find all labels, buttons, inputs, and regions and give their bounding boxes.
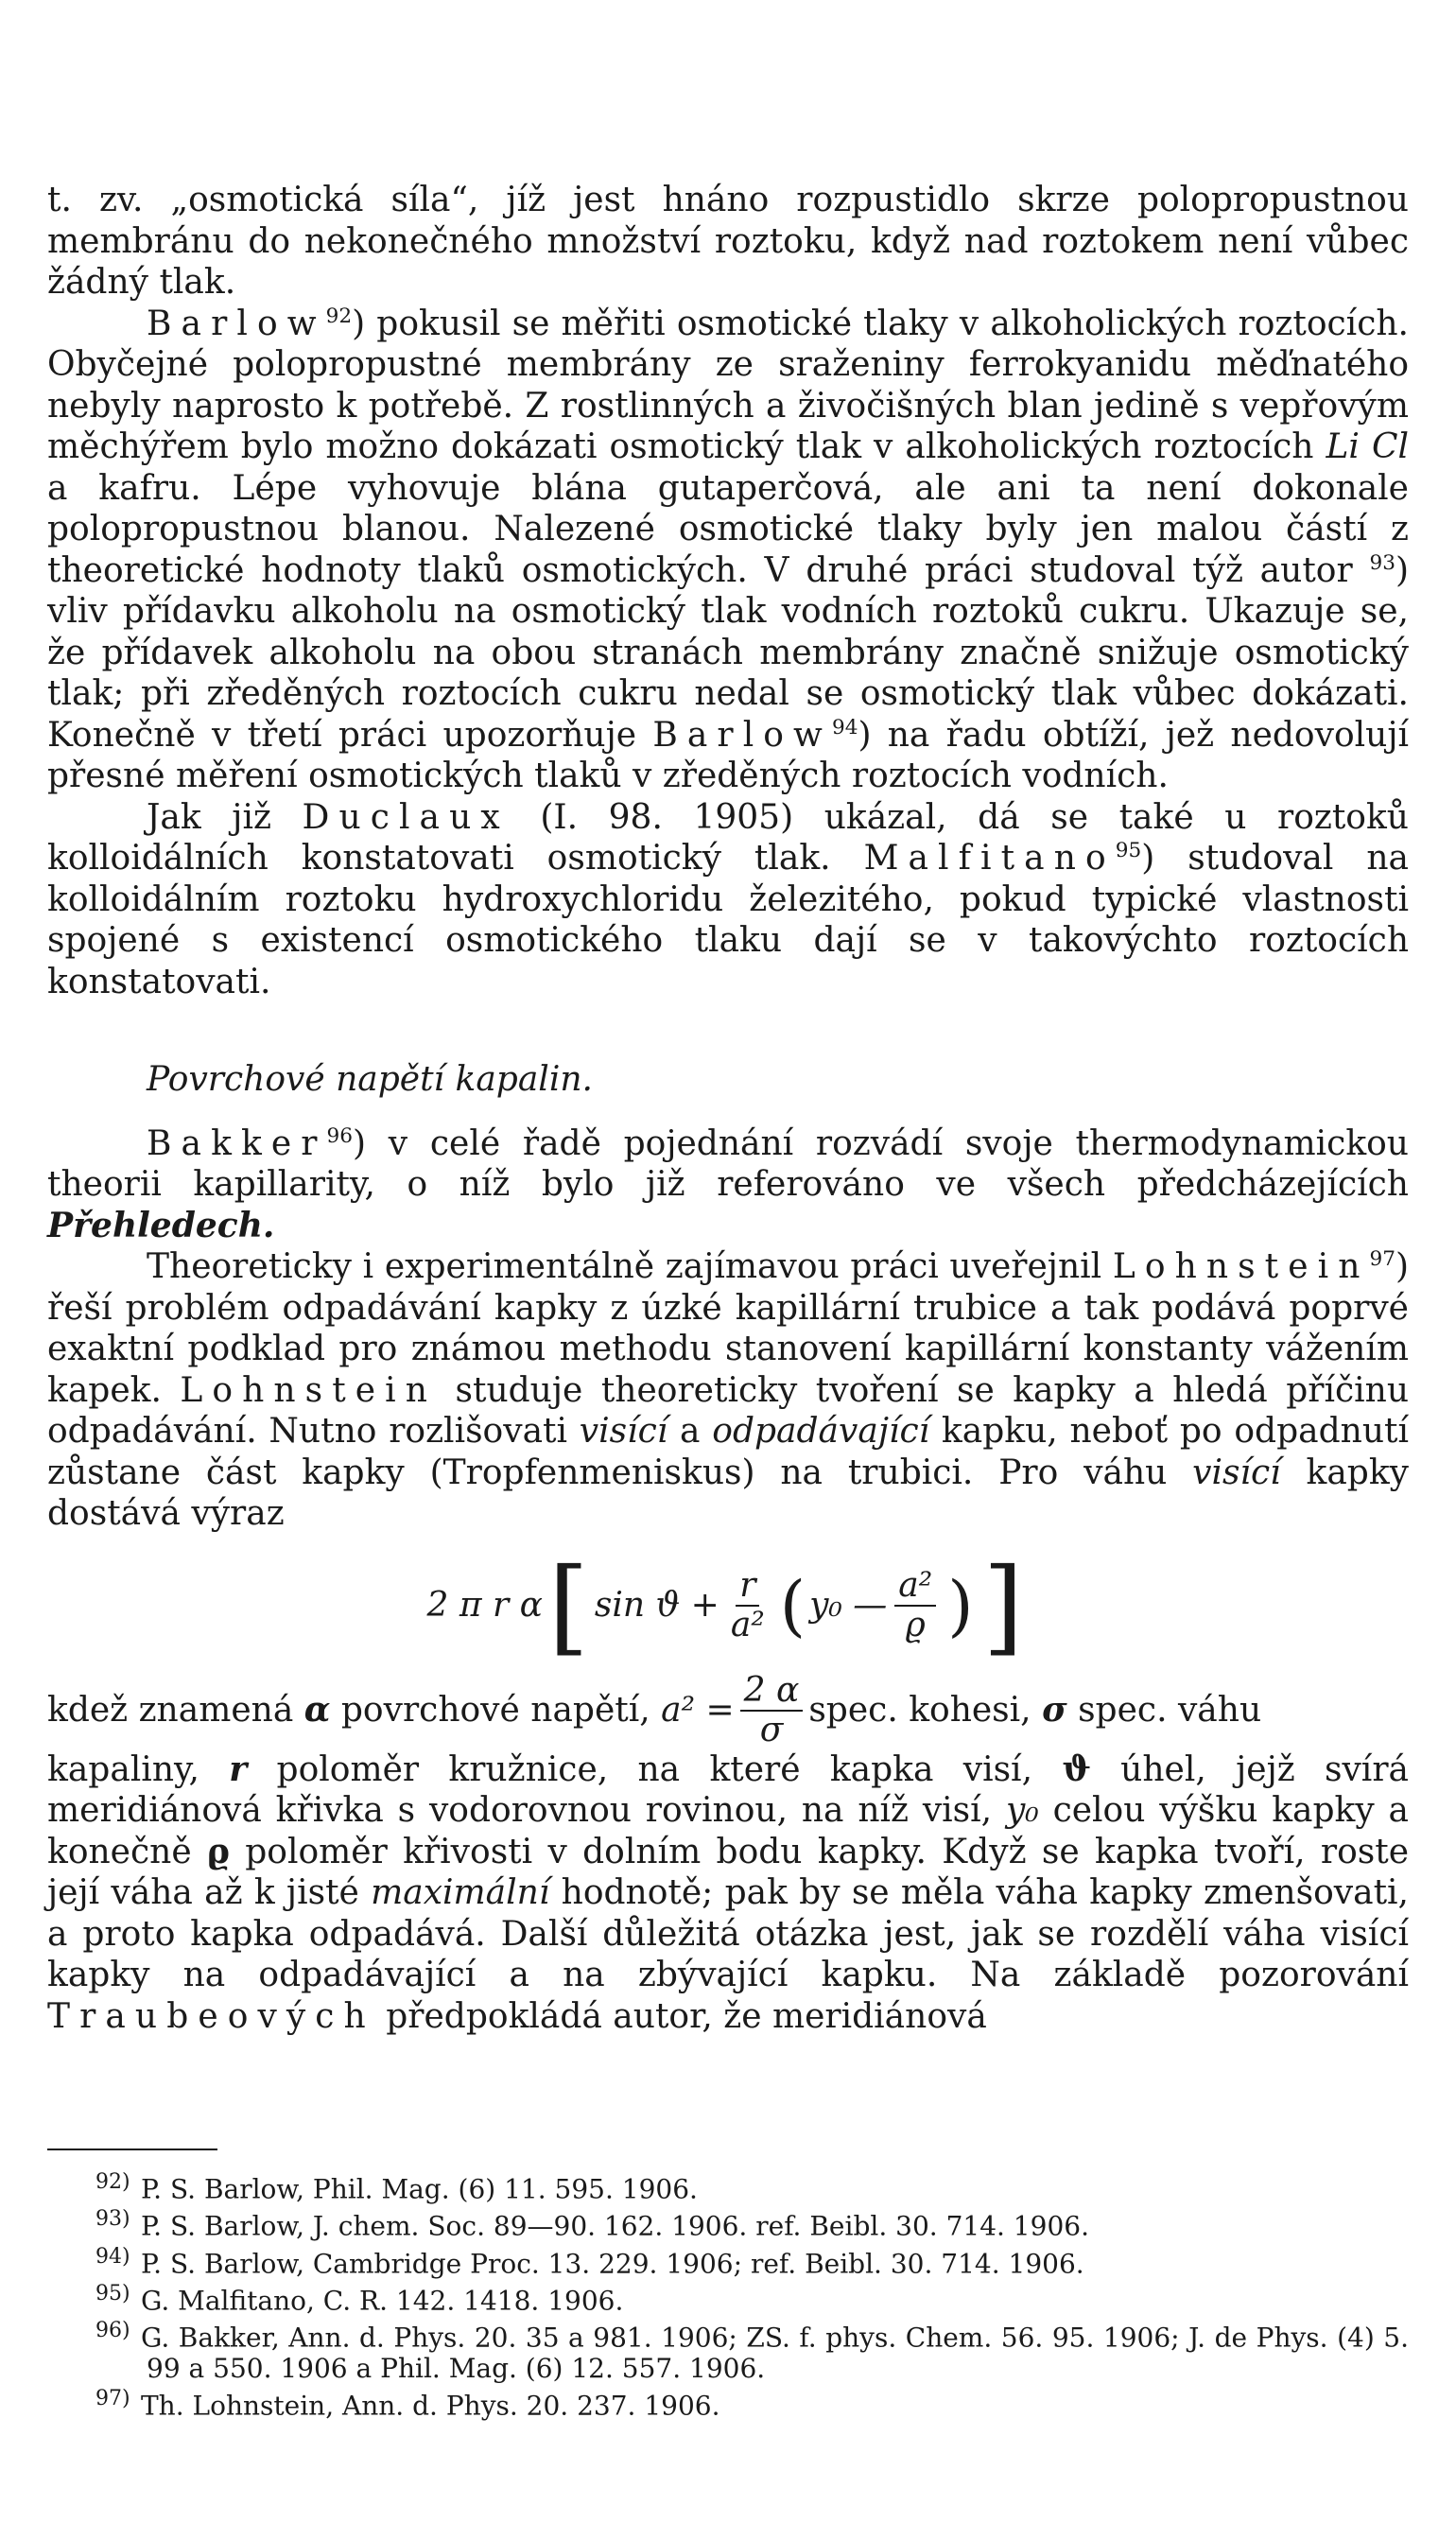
symbol-y0: y₀ [1005, 1791, 1039, 1830]
symbol-sigma: σ [1042, 1689, 1067, 1730]
author-name: Duclaux [302, 797, 510, 837]
fraction-2alpha-sigma [740, 1672, 804, 1749]
right-bracket: ] [982, 1544, 1024, 1666]
text-run: hodnotě; pak by se měla váha kapky zmenšovati, a proto kapka odpadává. Další důležitá otázka jest, jak se rozdělí váha visící kapky na odpadávající a na zbývající kapku. Na základě pozorování [47, 1873, 1409, 1994]
text-run: spec. kohesi, [808, 1690, 1031, 1730]
footnote-number: 95) [95, 2281, 130, 2305]
text-run: a [667, 1412, 713, 1451]
footnote-rule [47, 2149, 217, 2150]
numerator: 2 α [740, 1672, 804, 1712]
author-name: Malfitano [863, 839, 1116, 878]
footnote-text: G. Bakker, Ann. d. Phys. 20. 35 a 981. 1906; ZS. f. phys. Chem. 56. 95. 1906; J. de Phys. (4) 5. 99 a 550. 1906 a Phil. Mag. (6) 12. 557. 1906. [141, 2322, 1409, 2384]
text-run: kapku, neboť po odpadnutí zůstane část kapky (Tropfenmeniskus) na trubici. Pro váhu [47, 1412, 1409, 1492]
numerator: r [736, 1567, 759, 1607]
formula-sin: sin ϑ + [594, 1586, 719, 1625]
symbol-rho: ϱ [206, 1831, 230, 1871]
footnote-text: P. S. Barlow, J. chem. Soc. 89—90. 162. 1906. ref. Beibl. 30. 714. 1906. [141, 2210, 1089, 2242]
footnotes [47, 2167, 1409, 2421]
text-run: ) studoval na kolloidálním roztoku hydroxychloridu železitého, pokud typické vlastnosti spojené s existencí osmotického tlaku dají se v takovýchto roztocích konstatovati. [47, 839, 1410, 1001]
footnote-93 [47, 2204, 1409, 2241]
left-paren: ( [779, 1566, 806, 1644]
author-name: Barlow [652, 715, 832, 755]
text-run: a kafru. Lépe vyhovuje blána gutaperčová, ale ani ta není dokonale polopropustnou blanou. Nalezené osmotické tlaky byly jen malou částí z theoretické hodnoty tlaků osmotických. V druhé práci studoval týž autor [47, 468, 1409, 590]
paragraph-barlow [47, 304, 1409, 797]
footnote-ref[interactable]: 95 [1115, 839, 1142, 862]
formula-y0: y₀ — [809, 1586, 888, 1625]
italic-term: odpadávající [712, 1412, 930, 1451]
text-run: Jak již [147, 797, 303, 837]
paragraph-1: t. zv. „osmotická síla“, jíž jest hnáno rozpustidlo skrze polopropustnou membránu do nekonečného množství roztoku, když nad roztokem není vůbec žádný tlak. [47, 181, 1409, 302]
chemical-formula: Li Cl [1326, 427, 1410, 466]
text-run: úhel, jejž svírá meridiánová křivka s vodorovnou rovinou, na níž visí, [47, 1749, 1409, 1830]
paragraph-lohnstein [47, 1246, 1409, 1535]
right-paren: ) [947, 1566, 974, 1644]
fraction-r-a2 [727, 1567, 769, 1644]
denominator: ϱ [905, 1605, 926, 1644]
footnote-text: P. S. Barlow, Phil. Mag. (6) 11. 595. 1906. [141, 2173, 698, 2205]
author-name: Lohnstein [180, 1370, 438, 1410]
text-run: předpokládá autor, že meridiánová [374, 1996, 987, 2036]
footnote-ref[interactable]: 94 [831, 715, 858, 739]
footnote-number: 94) [95, 2244, 130, 2269]
author-name: Bakker [147, 1123, 327, 1163]
footnote-92 [47, 2167, 1409, 2204]
text-run: studuje theoreticky tvoření se kapky a hledá příčinu odpadávání. Nutno rozlišovati [47, 1370, 1410, 1451]
footnote-95 [47, 2279, 1409, 2316]
drop-weight-formula [47, 1544, 1409, 1666]
author-name: Barlow [147, 304, 326, 343]
text-run: (I. 98. 1905) ukázal, dá se také u roztoků kolloidálních konstatovati osmotický tlak. [47, 797, 1409, 878]
footnote-ref[interactable]: 97 [1369, 1247, 1395, 1271]
footnote-number: 97) [95, 2386, 130, 2410]
paragraph-bakker [47, 1123, 1409, 1247]
footnote-96 [47, 2316, 1409, 2383]
paragraph-kdez [47, 1672, 1409, 1749]
paragraph-kapaliny [47, 1749, 1409, 2038]
text-run: ) vliv přídavku alkoholu na osmotický tlak vodních roztoků cukru. Ukazuje se, že přídavek alkoholu na obou stranách membrány značně snižuje osmotický tlak; při zředěných roztocích cukru nedal se osmotický tlak vůbec dokázati. Konečně v třetí práci upozorňuje [47, 550, 1409, 755]
text-run: ) v celé řadě pojednání rozvádí svoje thermodynamickou theorii kapillarity, o níž bylo již referováno ve všech předcházejících [47, 1123, 1409, 1204]
text-run: ) řeší problém odpadávání kapky z úzké kapillární trubice a tak podává poprvé exaktní podklad pro známou methodu stanovení kapillární konstanty vážením kapek. [47, 1247, 1409, 1410]
text-run: ) na řadu obtíží, jež nedovolují přesné měření osmotických tlaků v zředěných roztocích vodních. [47, 715, 1409, 795]
fraction-a2-rho [894, 1567, 936, 1644]
footnote-94 [47, 2242, 1409, 2279]
footnote-number: 92) [95, 2170, 130, 2194]
denominator: a² [730, 1605, 765, 1644]
text-run: kapaliny, [47, 1749, 230, 1789]
text-run: spec. váhu [1078, 1690, 1262, 1730]
footnote-97 [47, 2384, 1409, 2421]
footnote-ref[interactable]: 93 [1369, 550, 1395, 575]
text-run: kdež znamená [47, 1690, 294, 1730]
text-run: kapky dostává výraz [47, 1453, 1409, 1533]
symbol-r: r [229, 1748, 248, 1789]
footnote-number: 96) [95, 2319, 130, 2343]
footnote-ref[interactable]: 96 [326, 1123, 354, 1148]
text-run: Theoreticky i experimentálně zajímavou práci uveřejnil [147, 1247, 1113, 1286]
section-heading: Povrchové napětí kapalin. [147, 1060, 593, 1099]
symbol-alpha: α [303, 1689, 331, 1730]
text-run: poloměr kružnice, na které kapka visí, [247, 1749, 1063, 1789]
text-run: poloměr křivosti v dolním bodu kapky. Když se kapka tvoří, roste její váha až k jisté [47, 1832, 1410, 1912]
footnote-number: 93) [95, 2207, 130, 2232]
denominator: σ [759, 1710, 784, 1749]
footnote-text: Th. Lohnstein, Ann. d. Phys. 20. 237. 1906. [141, 2389, 720, 2421]
numerator: a² [894, 1567, 936, 1607]
author-name: Traubeových [47, 1996, 375, 2036]
italic-term: visící [579, 1412, 668, 1451]
page-body [47, 180, 1409, 2037]
italic-term: maximální [371, 1873, 550, 1912]
footnote-text: G. Malfitano, C. R. 142. 1418. 1906. [141, 2285, 624, 2317]
text-run: ) pokusil se měřiti osmotické tlaky v alkoholických roztocích. Obyčejné polopropustné membrány ze sraženiny ferrokyanidu měďnatého nebyly naprosto k potřebě. Z rostlinných a živočišných blan jedině s vepřovým měchýřem bylo možno dokázati osmotický tlak v alkoholických roztocích [47, 304, 1409, 466]
formula-lead: 2 π r α [426, 1586, 543, 1625]
text-run: povrchové napětí, [340, 1690, 650, 1730]
italic-term: visící [1192, 1453, 1281, 1492]
left-bracket: [ [547, 1544, 589, 1666]
footnote-ref[interactable]: 92 [325, 304, 353, 328]
text-run: celou výšku kapky a konečně [47, 1791, 1409, 1871]
symbol-a2: a² = [661, 1690, 735, 1730]
italic-ref: Přehledech. [47, 1205, 275, 1245]
author-name: Lohnstein [1112, 1247, 1370, 1286]
footnote-text: P. S. Barlow, Cambridge Proc. 13. 229. 1906; ref. Beibl. 30. 714. 1906. [141, 2247, 1084, 2279]
paragraph-duclaux [47, 797, 1409, 1003]
symbol-theta: ϑ [1062, 1748, 1091, 1789]
